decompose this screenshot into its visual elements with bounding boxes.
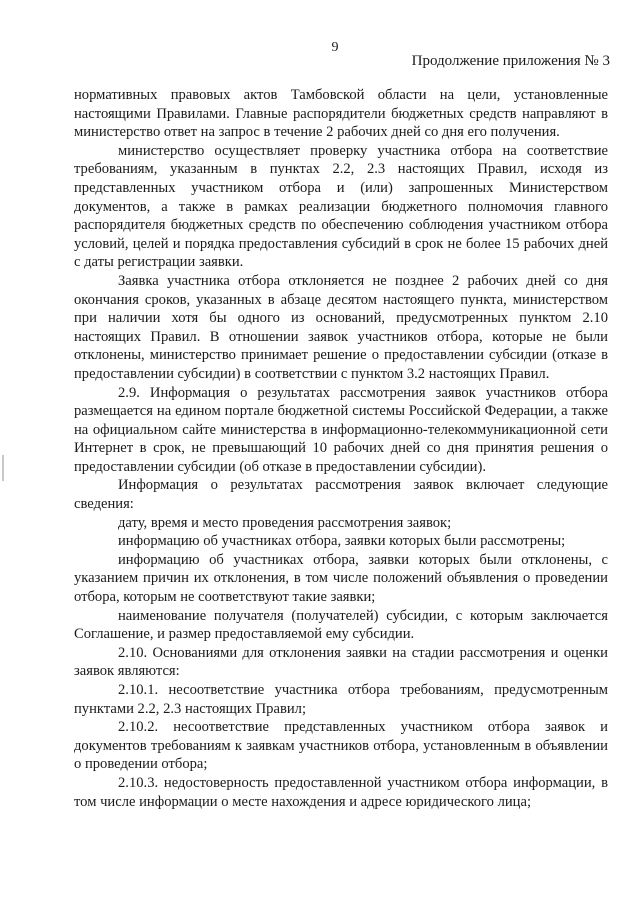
page-number: 9 bbox=[331, 40, 339, 55]
appendix-note: Продолжение приложения № 3 bbox=[411, 53, 610, 69]
list-item: наименование получателя (получателей) субсидии, с которым заключается Соглашение, и размер предоставляемой ему субсидии. bbox=[74, 607, 608, 643]
paragraph-section-2-9: 2.9. Информация о результатах рассмотрения заявок участников отбора размещается на едином портале бюджетной системы Российской Федерации, а также на официальном сайте министерства в информационно-телекоммуникационной сети Интернет в срок, не превышающий 10 рабочих дней со дня принятия решения о предоставлении субсидии (об отказе в предоставлении субсидии). bbox=[74, 384, 608, 475]
list-item: дату, время и место проведения рассмотрения заявок; bbox=[118, 514, 452, 531]
subsection-2-10-1: 2.10.1. несоответствие участника отбора требованиям, предусмотренным пунктами 2.2, 2.3 настоящих Правил; bbox=[74, 682, 608, 717]
paragraph: Заявка участника отбора отклоняется не позднее 2 рабочих дней со дня окончания сроков, указанных в абзаце десятом настоящего пункта, министерством при наличии хотя бы одного из оснований, предусмотренных пунктом 2.10 настоящих Правил. В отношении заявок участников отбора, которые не были отклонены, министерство принимает решение о предоставлении субсидии (отказе в предоставлении субсидии) в соответствии с пунктом 3.2 настоящих Правил. bbox=[74, 272, 608, 382]
subsection-2-10-3: 2.10.3. недостоверность предоставленной участником отбора информации, в том числе информации о месте нахождения и адресе юридического лица; bbox=[74, 774, 608, 810]
document-body bbox=[74, 86, 608, 811]
subsection-2-10-2: 2.10.2. несоответствие представленных участником отбора заявок и документов требованиям к заявкам участников отбора, установленным в объявлении о проведении отбора; bbox=[74, 719, 608, 773]
scan-margin-mark bbox=[2, 455, 4, 481]
list-item: информацию об участниках отбора, заявки которых были рассмотрены; bbox=[118, 533, 566, 550]
paragraph: Информация о результатах рассмотрения заявок включает следующие сведения: bbox=[74, 477, 608, 513]
list-item: информацию об участниках отбора, заявки которых были отклонены, с указанием причин их отклонения, в том числе положений объявления о проведении отбора, которым не соответствуют такие заявки; bbox=[74, 551, 608, 606]
paragraph: нормативных правовых актов Тамбовской области на цели, установленные настоящими Правилами. Главные распорядители бюджетных средств направляют в министерство ответ на запрос в течение 2 рабочих дней со дня его получения. bbox=[74, 87, 608, 141]
paragraph: министерство осуществляет проверку участника отбора на соответствие требованиям, указанным в пунктах 2.2, 2.3 настоящих Правил, исходя из представленных участником отбора и (или) запрошенных Министерством документов, а также в рамках реализации бюджетного полномочия главного распорядителя бюджетных средств по обеспечению соблюдения участником отбора условий, целей и порядка предоставления субсидий в срок не более 15 рабочих дней с даты регистрации заявки. bbox=[74, 142, 608, 271]
paragraph-section-2-10: 2.10. Основаниями для отклонения заявки на стадии рассмотрения и оценки заявок являются: bbox=[74, 644, 608, 680]
